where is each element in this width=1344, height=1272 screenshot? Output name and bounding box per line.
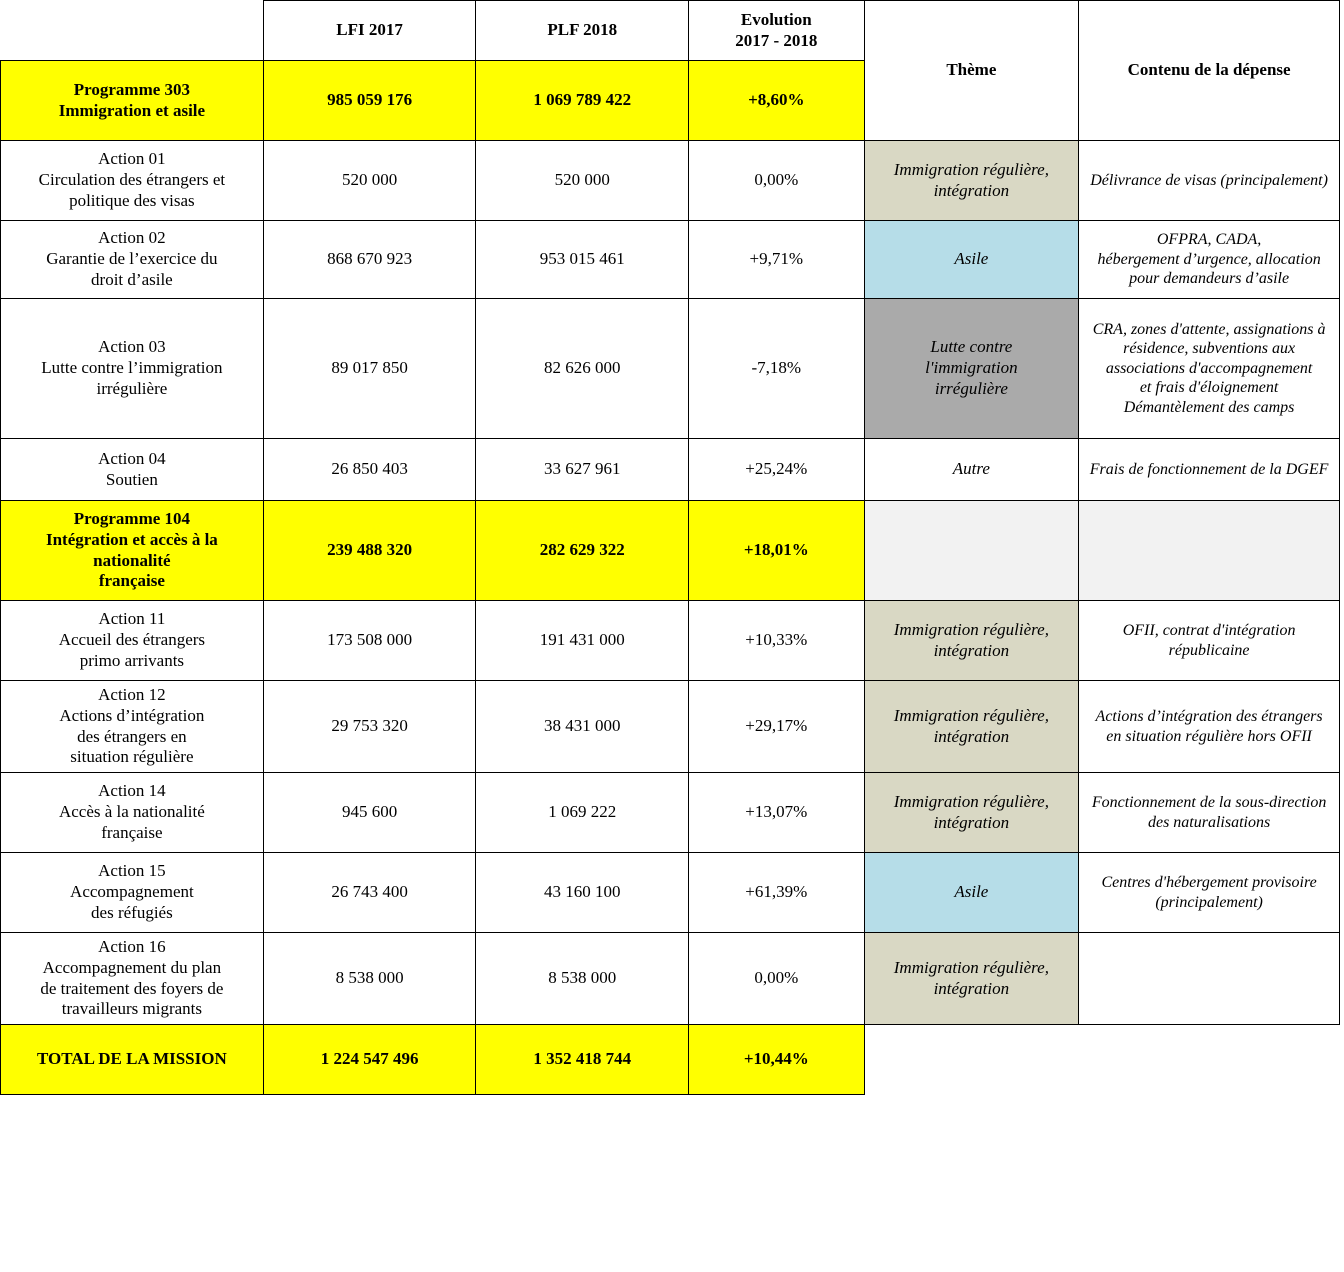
cell-theme-action-01: Immigration régulière, intégration [864, 141, 1079, 221]
cell-lfi-action-02: 868 670 923 [263, 221, 476, 299]
table-row-action-16 [1, 933, 1340, 1025]
header-theme: Thème [864, 1, 1079, 141]
table-row-action-14 [1, 773, 1340, 853]
cell-lfi-action-16: 8 538 000 [263, 933, 476, 1025]
cell-evolution-action-03: -7,18% [689, 299, 865, 439]
cell-plf-action-14: 1 069 222 [476, 773, 689, 853]
cell-content-action-16 [1079, 933, 1340, 1025]
row-label-action-03: Action 03 Lutte contre l’immigration irrégulière [1, 299, 264, 439]
cell-content-action-03: CRA, zones d'attente, assignations à résidence, subventions aux associations d'accompagnement et frais d'éloignement Démantèlement des camps [1079, 299, 1340, 439]
cell-theme-action-11: Immigration régulière, intégration [864, 601, 1079, 681]
cell-theme-programme-104 [864, 501, 1079, 601]
cell-lfi-action-12: 29 753 320 [263, 681, 476, 773]
cell-content-action-15: Centres d'hébergement provisoire (principalement) [1079, 853, 1340, 933]
cell-evolution-programme-303: +8,60% [689, 61, 865, 141]
cell-plf-action-11: 191 431 000 [476, 601, 689, 681]
cell-evolution-action-16: 0,00% [689, 933, 865, 1025]
row-label-action-14: Action 14 Accès à la nationalité française [1, 773, 264, 853]
header-evolution-line1: Evolution [740, 9, 812, 29]
table-row-action-02 [1, 221, 1340, 299]
cell-evolution-action-14: +13,07% [689, 773, 865, 853]
cell-lfi-programme-104: 239 488 320 [263, 501, 476, 601]
cell-content-action-11: OFII, contrat d'intégration républicaine [1079, 601, 1340, 681]
table-row-total [1, 1025, 1340, 1095]
table-row-action-15 [1, 853, 1340, 933]
cell-theme-action-12: Immigration régulière, intégration [864, 681, 1079, 773]
cell-plf-total: 1 352 418 744 [476, 1025, 689, 1095]
row-label-action-02: Action 02 Garantie de l’exercice du droit d’asile [1, 221, 264, 299]
cell-theme-action-04: Autre [864, 439, 1079, 501]
cell-theme-action-02: Asile [864, 221, 1079, 299]
header-empty-corner [1, 1, 264, 61]
header-evolution-line2: 2017 - 2018 [735, 30, 818, 50]
cell-evolution-action-01: 0,00% [689, 141, 865, 221]
cell-lfi-action-11: 173 508 000 [263, 601, 476, 681]
table-row-action-11 [1, 601, 1340, 681]
table-row-action-03 [1, 299, 1340, 439]
table-row-action-01 [1, 141, 1340, 221]
header-evolution [689, 1, 865, 61]
cell-content-total [1079, 1025, 1340, 1095]
cell-evolution-programme-104: +18,01% [689, 501, 865, 601]
table-row-programme-104 [1, 501, 1340, 601]
table-row-action-12 [1, 681, 1340, 773]
cell-evolution-action-15: +61,39% [689, 853, 865, 933]
cell-evolution-action-04: +25,24% [689, 439, 865, 501]
cell-content-action-12: Actions d’intégration des étrangers en situation régulière hors OFII [1079, 681, 1340, 773]
cell-plf-action-03: 82 626 000 [476, 299, 689, 439]
cell-plf-action-15: 43 160 100 [476, 853, 689, 933]
cell-lfi-action-14: 945 600 [263, 773, 476, 853]
cell-theme-total [864, 1025, 1079, 1095]
row-label-action-04: Action 04 Soutien [1, 439, 264, 501]
cell-plf-action-16: 8 538 000 [476, 933, 689, 1025]
cell-content-action-04: Frais de fonctionnement de la DGEF [1079, 439, 1340, 501]
cell-theme-action-03: Lutte contre l'immigration irrégulière [864, 299, 1079, 439]
cell-evolution-action-11: +10,33% [689, 601, 865, 681]
cell-lfi-programme-303: 985 059 176 [263, 61, 476, 141]
cell-lfi-action-01: 520 000 [263, 141, 476, 221]
row-label-action-01: Action 01 Circulation des étrangers et politique des visas [1, 141, 264, 221]
cell-content-action-01: Délivrance de visas (principalement) [1079, 141, 1340, 221]
header-content: Contenu de la dépense [1079, 1, 1340, 141]
cell-content-programme-104 [1079, 501, 1340, 601]
cell-plf-programme-104: 282 629 322 [476, 501, 689, 601]
table-row-action-04 [1, 439, 1340, 501]
cell-plf-action-02: 953 015 461 [476, 221, 689, 299]
cell-lfi-action-03: 89 017 850 [263, 299, 476, 439]
row-label-total: TOTAL DE LA MISSION [1, 1025, 264, 1095]
cell-plf-action-01: 520 000 [476, 141, 689, 221]
cell-theme-action-16: Immigration régulière, intégration [864, 933, 1079, 1025]
row-label-action-12: Action 12 Actions d’intégration des étrangers en situation régulière [1, 681, 264, 773]
cell-evolution-total: +10,44% [689, 1025, 865, 1095]
cell-content-action-14: Fonctionnement de la sous-direction des naturalisations [1079, 773, 1340, 853]
cell-plf-action-12: 38 431 000 [476, 681, 689, 773]
row-label-action-15: Action 15 Accompagnement des réfugiés [1, 853, 264, 933]
cell-plf-programme-303: 1 069 789 422 [476, 61, 689, 141]
table-header-row [1, 1, 1340, 61]
cell-content-action-02: OFPRA, CADA, hébergement d’urgence, allocation pour demandeurs d’asile [1079, 221, 1340, 299]
header-lfi-2017: LFI 2017 [263, 1, 476, 61]
cell-lfi-total: 1 224 547 496 [263, 1025, 476, 1095]
cell-theme-action-15: Asile [864, 853, 1079, 933]
cell-lfi-action-15: 26 743 400 [263, 853, 476, 933]
row-label-programme-303: Programme 303 Immigration et asile [1, 61, 264, 141]
row-label-action-16: Action 16 Accompagnement du plan de traitement des foyers de travailleurs migrants [1, 933, 264, 1025]
cell-evolution-action-02: +9,71% [689, 221, 865, 299]
cell-theme-action-14: Immigration régulière, intégration [864, 773, 1079, 853]
row-label-programme-104: Programme 104 Intégration et accès à la nationalité française [1, 501, 264, 601]
cell-evolution-action-12: +29,17% [689, 681, 865, 773]
header-plf-2018: PLF 2018 [476, 1, 689, 61]
cell-lfi-action-04: 26 850 403 [263, 439, 476, 501]
row-label-action-11: Action 11 Accueil des étrangers primo arrivants [1, 601, 264, 681]
cell-plf-action-04: 33 627 961 [476, 439, 689, 501]
